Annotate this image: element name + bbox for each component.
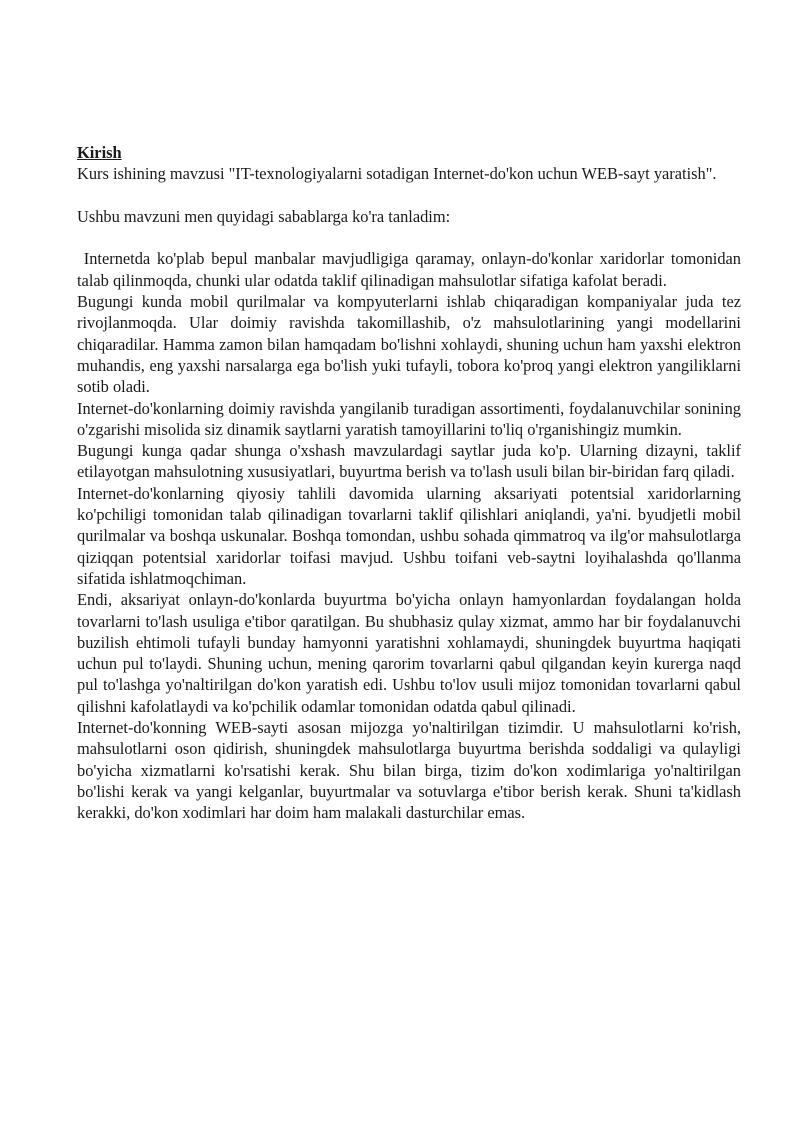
paragraph-reason-7: Internet-do'konning WEB-sayti asosan mijozga yo'naltirilgan tizimdir. U mahsulotlarni ko'rish, mahsulotlarni oson qidirish, shuningdek mahsulotlarga buyurtma berishda soddaligi va qulayligi bo'yicha xizmatlarni ko'rsatishi kerak. Shu bilan birga, tizim do'kon xodimlariga yo'naltirilgan bo'lishi kerak va yangi kelganlar, buyurtmalar va sotuvlarga e'tibor berish kerak. Shuni ta'kidlash kerakki, do'kon xodimlari har doim ham malakali dasturchilar emas. (77, 718, 741, 823)
paragraph-reason-3: Internet-do'konlarning doimiy ravishda yangilanib turadigan assortimenti, foydalanuvchilar sonining o'zgarishi misolida siz dinamik saytlarni yaratish tamoyillarini to'liq o'rganishingiz mumkin. (77, 398, 741, 439)
paragraph-reason-2: Bugungi kunda mobil qurilmalar va kompyuterlarni ishlab chiqaradigan kompaniyalar juda tez rivojlanmoqda. Ular doimiy ravishda takomillashib, o'z mahsulotlarining yangi modellarini chiqaradilar. Hamma zamon bilan hamqadam bo'lishni xohlaydi, shuning uchun ham yaxshi elektron muhandis, eng yaxshi narsalarga ega bo'lish yuki tufayli, tobora ko'proq yangi elektron yangiliklarni sotib oladi. (77, 292, 741, 397)
paragraph-reason-5: Internet-do'konlarning qiyosiy tahlili davomida ularning aksariyati potentsial xaridorlarning ko'pchiligi tomonidan talab qilinadigan tovarlarni taklif qilishlari aniqlandi, ya'ni. byudjetli mobil qurilmalar va boshqa uskunalar. Boshqa tomondan, ushbu sohada qimmatroq va ilg'or mahsulotlarga qiziqqan potentsial xaridorlar toifasi mavjud. Ushbu toifani veb-saytni loyihalashda qo'llanma sifatida ishlatmoqchiman. (77, 483, 741, 588)
paragraph-reason-4: Bugungi kunga qadar shunga o'xshash mavzulardagi saytlar juda ko'p. Ularning dizayni, taklif etilayotgan mahsulotning xususiyatlari, buyurtma berish va to'lash usuli bilan bir-biridan farq qiladi. (77, 441, 741, 482)
paragraph-topic: Kurs ishining mavzusi "IT-texnologiyalarni sotadigan Internet-do'kon uchun WEB-sayt yaratish". (77, 164, 717, 184)
paragraph-reasons-intro: Ushbu mavzuni men quyidagi sabablarga ko'ra tanladim: (77, 206, 451, 226)
blank-line (77, 227, 741, 248)
blank-line (77, 185, 741, 206)
section-heading: Kirish (77, 143, 122, 162)
document-page (77, 142, 746, 824)
paragraph-reason-1: Internetda ko'plab bepul manbalar mavjudligiga qaramay, onlayn-do'konlar xaridorlar tomonidan talab qilinmoqda, chunki ular odatda taklif qilinadigan mahsulotlar sifatiga kafolat beradi. (77, 249, 746, 290)
paragraph-reason-6: Endi, aksariyat onlayn-do'konlarda buyurtma bo'yicha onlayn hamyonlardan foydalangan holda tovarlarni to'lash usuliga e'tibor qaratilgan. Bu shubhasiz qulay xizmat, ammo har bir foydalanuvchi buzilish ehtimoli tufayli bunday hamyonni yaratishni xohlamaydi, shuningdek buyurtma haqiqati uchun pul to'laydi. Shuning uchun, mening qarorim tovarlarni qabul qilgandan keyin kurerga naqd pul to'lashga yo'naltirilgan do'kon yaratish edi. Ushbu to'lov usuli mijoz tomonidan tovarlarni qabul qilishni kafolatlaydi va ko'pchilik odamlar tomonidan odatda qabul qilinadi. (77, 590, 741, 716)
